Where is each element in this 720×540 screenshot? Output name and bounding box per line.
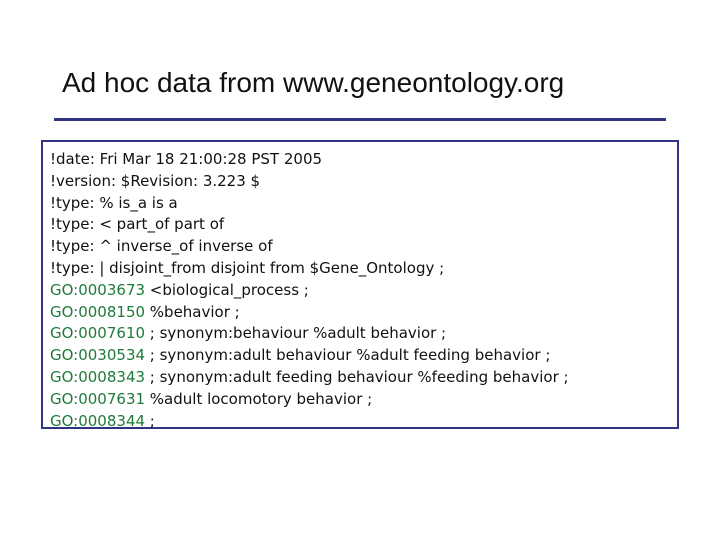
go-entry-text: ; synonym:behaviour %adult behavior ; (145, 324, 447, 343)
go-entry (50, 367, 677, 389)
go-entry (50, 323, 677, 345)
go-entry (50, 302, 677, 324)
header-line-version: !version: $Revision: 3.223 $ (50, 171, 261, 190)
go-entry (50, 389, 677, 411)
go-id: GO:0008344 (50, 411, 146, 430)
go-entry (50, 411, 677, 433)
go-entry-text: ; (145, 411, 155, 430)
go-id: GO:0003673 (50, 280, 146, 299)
title-divider (54, 118, 666, 121)
go-id: GO:0007631 (50, 389, 146, 408)
go-id: GO:0030534 (50, 346, 146, 365)
go-id: GO:0008343 (50, 367, 146, 386)
header-line-type-part-of: !type: < part_of part of (50, 215, 225, 234)
go-entry (50, 345, 677, 367)
header-line-type-disjoint-from: !type: | disjoint_from disjoint from $Gene_Ontology ; (50, 258, 445, 277)
go-entry-text: <biological_process ; (145, 280, 309, 299)
header-line-type-is-a: !type: % is_a is a (50, 193, 178, 212)
go-id: GO:0008150 (50, 302, 146, 321)
slide-title: Ad hoc data from www.geneontology.org (62, 67, 565, 98)
go-id: GO:0007610 (50, 324, 146, 343)
go-entry-text: ; synonym:adult behaviour %adult feeding behavior ; (145, 346, 551, 365)
go-entry (50, 280, 677, 302)
header-line-type-inverse-of: !type: ^ inverse_of inverse of (50, 237, 273, 256)
go-entry-text: %behavior ; (145, 302, 240, 321)
ontology-data-box (41, 140, 679, 429)
go-entry-text: ; synonym:adult feeding behaviour %feeding behavior ; (145, 367, 569, 386)
go-entry-text: %adult locomotory behavior ; (145, 389, 373, 408)
header-line-date: !date: Fri Mar 18 21:00:28 PST 2005 (50, 150, 323, 168)
